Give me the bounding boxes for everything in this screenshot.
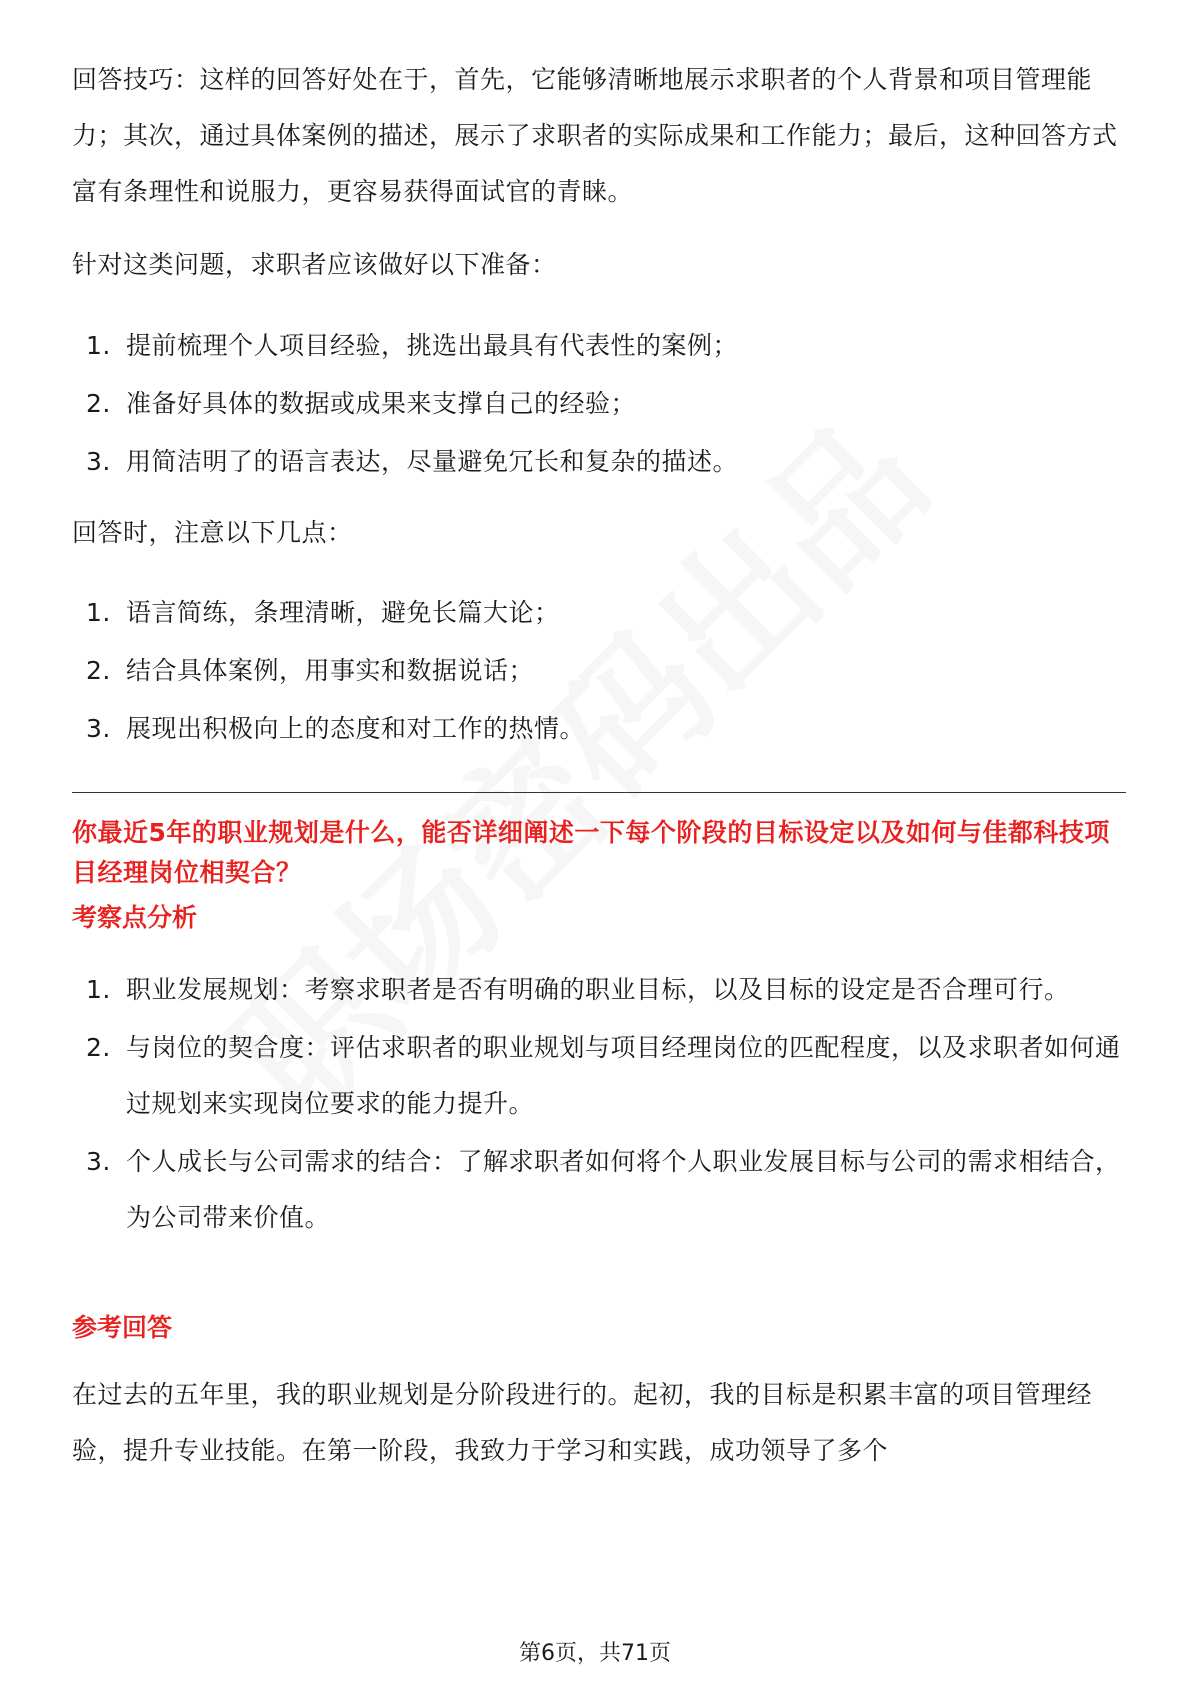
list-item: 1. 提前梳理个人项目经验，挑选出最具有代表性的案例； <box>86 331 739 360</box>
tips-paragraph: 回答技巧：这样的回答好处在于，首先，它能够清晰地展示求职者的个人背景和项目管理能力；其次，通过具体案例的描述，展示了求职者的实际成果和工作能力；最后，这种回答方式富有条理性和说服力，更容易获得面试官的青睐。 <box>72 65 1118 206</box>
list-item: 2. 与岗位的契合度：评估求职者的职业规划与项目经理岗位的匹配程度，以及求职者如何通过规划来实现岗位要求的能力提升。 <box>86 1033 1121 1118</box>
analysis-list <box>72 962 1126 1246</box>
list-item: 3. 个人成长与公司需求的结合：了解求职者如何将个人职业发展目标与公司的需求相结合，为公司带来价值。 <box>86 1147 1121 1232</box>
list-item: 1. 职业发展规划：考察求职者是否有明确的职业目标，以及目标的设定是否合理可行。 <box>86 975 1070 1004</box>
list-item: 3. 展现出积极向上的态度和对工作的热情。 <box>86 714 586 743</box>
list-item: 3. 用简洁明了的语言表达，尽量避免冗长和复杂的描述。 <box>86 447 739 476</box>
prep-intro: 针对这类问题，求职者应该做好以下准备： <box>72 250 557 279</box>
section-divider <box>72 792 1126 793</box>
analysis-heading: 考察点分析 <box>72 903 198 932</box>
list-item: 2. 结合具体案例，用事实和数据说话； <box>86 656 535 685</box>
answer-heading: 参考回答 <box>72 1313 173 1342</box>
list-item: 2. 准备好具体的数据或成果来支撑自己的经验； <box>86 389 637 418</box>
notes-list <box>72 585 1126 757</box>
question-title: 你最近5年的职业规划是什么，能否详细阐述一下每个阶段的目标设定以及如何与佳都科技项目经理岗位相契合？ <box>72 818 1110 887</box>
page-number: 第6页，共71页 <box>519 1641 671 1666</box>
list-item: 1. 语言简练，条理清晰，避免长篇大论； <box>86 598 560 627</box>
prep-list <box>72 318 1126 490</box>
notes-intro: 回答时，注意以下几点： <box>72 518 353 547</box>
answer-paragraph: 在过去的五年里，我的职业规划是分阶段进行的。起初，我的目标是积累丰富的项目管理经验，提升专业技能。在第一阶段，我致力于学习和实践，成功领导了多个 <box>72 1380 1093 1465</box>
